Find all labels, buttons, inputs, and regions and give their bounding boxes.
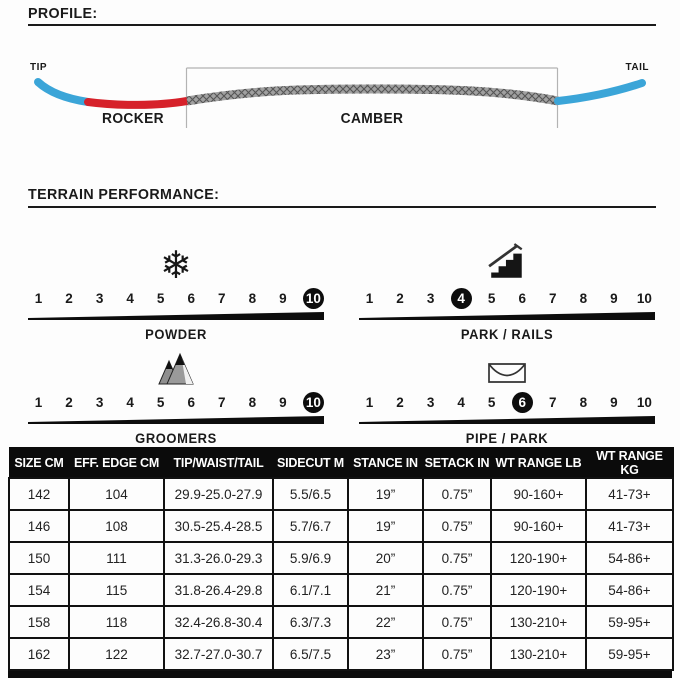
stairs-rail-icon xyxy=(487,242,527,282)
powder-rating-scale xyxy=(28,224,324,342)
rating-tick: 1 xyxy=(34,291,43,306)
tail-label: TAIL xyxy=(625,62,649,73)
table-cell: 154 xyxy=(9,574,69,606)
tip-segment xyxy=(38,82,88,102)
column-header: TIP/WAIST/TAIL xyxy=(164,448,273,479)
table-cell: 130-210+ xyxy=(491,606,586,638)
rating-tick: 7 xyxy=(549,291,557,306)
table-cell: 5.9/6.9 xyxy=(273,542,348,574)
rating-value-selected: 10 xyxy=(303,288,324,309)
rating-tick: 9 xyxy=(610,395,618,410)
rating-tick: 2 xyxy=(65,395,73,410)
table-cell: 90-160+ xyxy=(491,510,586,542)
column-header: EFF. EDGE CM xyxy=(69,448,164,479)
table-cell: 0.75” xyxy=(423,510,491,542)
profile-section-heading: PROFILE: xyxy=(28,5,98,22)
scale-label-pipe-park: PIPE / PARK xyxy=(465,431,549,446)
table-cell: 150 xyxy=(9,542,69,574)
rating-wedge-bar xyxy=(359,416,655,424)
rating-tick: 8 xyxy=(579,395,588,410)
table-cell: 115 xyxy=(69,574,164,606)
rating-tick: 2 xyxy=(396,395,404,410)
rating-tick: 5 xyxy=(487,291,496,306)
table-row xyxy=(9,542,673,574)
rating-tick: 10 xyxy=(636,291,652,306)
table-cell: 5.5/6.5 xyxy=(273,478,348,510)
table-cell: 54-86+ xyxy=(586,574,673,606)
table-row xyxy=(9,510,673,542)
table-cell: 90-160+ xyxy=(491,478,586,510)
terrain-performance-grid xyxy=(28,224,655,446)
table-cell: 19” xyxy=(348,510,423,542)
snowflake-icon: ❄ xyxy=(160,242,192,287)
table-cell: 6.5/7.5 xyxy=(273,638,348,670)
table-cell: 6.1/7.1 xyxy=(273,574,348,606)
table-cell: 122 xyxy=(69,638,164,670)
rating-numbers xyxy=(28,392,324,413)
board-profile-diagram xyxy=(0,40,680,152)
rating-tick: 3 xyxy=(95,291,104,306)
column-header: SIZE CM xyxy=(9,448,69,479)
table-header-row xyxy=(9,448,673,479)
table-cell: 120-190+ xyxy=(491,542,586,574)
rating-numbers xyxy=(359,288,655,309)
rating-wedge-bar xyxy=(28,312,324,320)
table-cell: 0.75” xyxy=(423,542,491,574)
rating-value-selected: 4 xyxy=(451,288,472,309)
rating-value-selected: 6 xyxy=(512,392,533,413)
table-cell: 22” xyxy=(348,606,423,638)
table-row xyxy=(9,606,673,638)
rating-tick: 3 xyxy=(95,395,104,410)
camber-label: CAMBER xyxy=(340,111,404,127)
table-cell: 54-86+ xyxy=(586,542,673,574)
profile-heading-rule xyxy=(28,24,656,26)
table-cell: 108 xyxy=(69,510,164,542)
table-cell: 104 xyxy=(69,478,164,510)
size-spec-table xyxy=(8,447,674,671)
groomers-rating-scale xyxy=(28,342,324,446)
rating-tick: 2 xyxy=(65,291,73,306)
table-cell: 111 xyxy=(69,542,164,574)
rating-tick: 4 xyxy=(126,395,134,410)
table-cell: 30.5-25.4-28.5 xyxy=(164,510,273,542)
rating-tick: 6 xyxy=(518,291,526,306)
pipe-park-rating-scale xyxy=(359,342,655,446)
table-cell: 20” xyxy=(348,542,423,574)
table-cell: 6.3/7.3 xyxy=(273,606,348,638)
table-cell: 158 xyxy=(9,606,69,638)
rating-tick: 2 xyxy=(396,291,404,306)
rating-tick: 6 xyxy=(187,291,195,306)
rating-tick: 8 xyxy=(248,291,257,306)
table-cell: 31.8-26.4-29.8 xyxy=(164,574,273,606)
table-cell: 31.3-26.0-29.3 xyxy=(164,542,273,574)
rating-tick: 4 xyxy=(457,395,465,410)
rating-tick: 5 xyxy=(487,395,496,410)
rating-tick: 9 xyxy=(610,291,618,306)
rating-tick: 6 xyxy=(187,395,195,410)
terrain-heading-rule xyxy=(28,206,656,208)
rating-tick: 5 xyxy=(156,395,165,410)
table-cell: 146 xyxy=(9,510,69,542)
table-cell: 59-95+ xyxy=(586,606,673,638)
rocker-segment xyxy=(88,101,187,105)
table-cell: 59-95+ xyxy=(586,638,673,670)
table-cell: 0.75” xyxy=(423,606,491,638)
scale-label-groomers: GROOMERS xyxy=(135,431,217,446)
table-cell: 23” xyxy=(348,638,423,670)
column-header: WT RANGE KG xyxy=(586,448,673,479)
table-cell: 5.7/6.7 xyxy=(273,510,348,542)
rating-numbers xyxy=(28,288,324,309)
rocker-label: ROCKER xyxy=(102,111,164,127)
table-cell: 32.4-26.8-30.4 xyxy=(164,606,273,638)
camber-segment xyxy=(187,89,558,101)
rating-wedge-bar xyxy=(359,312,655,320)
terrain-section-heading: TERRAIN PERFORMANCE: xyxy=(28,186,220,203)
mountains-icon xyxy=(153,348,199,386)
rating-tick: 10 xyxy=(636,395,652,410)
rating-tick: 5 xyxy=(156,291,165,306)
table-cell: 130-210+ xyxy=(491,638,586,670)
column-header: STANCE IN xyxy=(348,448,423,479)
rating-numbers xyxy=(359,392,655,413)
rating-tick: 1 xyxy=(34,395,43,410)
table-cell: 118 xyxy=(69,606,164,638)
table-cell: 0.75” xyxy=(423,478,491,510)
table-cell: 29.9-25.0-27.9 xyxy=(164,478,273,510)
tip-label: TIP xyxy=(30,62,48,73)
scale-label-park-rails: PARK / RAILS xyxy=(460,327,554,342)
rating-tick: 7 xyxy=(218,395,226,410)
halfpipe-icon xyxy=(486,360,528,386)
rating-tick: 1 xyxy=(365,291,374,306)
rating-tick: 8 xyxy=(579,291,588,306)
rating-tick: 4 xyxy=(126,291,134,306)
rating-tick: 9 xyxy=(279,291,287,306)
rating-value-selected: 10 xyxy=(303,392,324,413)
rating-tick: 3 xyxy=(426,395,435,410)
table-cell: 41-73+ xyxy=(586,510,673,542)
table-row xyxy=(9,638,673,670)
rating-wedge-bar xyxy=(28,416,324,424)
rating-tick: 7 xyxy=(549,395,557,410)
table-row xyxy=(9,478,673,510)
table-cell: 0.75” xyxy=(423,574,491,606)
park-rails-rating-scale xyxy=(359,224,655,342)
table-body xyxy=(9,478,673,670)
column-header: SIDECUT M xyxy=(273,448,348,479)
table-cell: 41-73+ xyxy=(586,478,673,510)
column-header: WT RANGE LB xyxy=(491,448,586,479)
rating-tick: 7 xyxy=(218,291,226,306)
scale-label-powder: POWDER xyxy=(145,327,207,342)
rating-tick: 3 xyxy=(426,291,435,306)
column-header: SETACK IN xyxy=(423,448,491,479)
board-profile-curve xyxy=(0,40,680,152)
table-row xyxy=(9,574,673,606)
rating-tick: 1 xyxy=(365,395,374,410)
table-cell: 19” xyxy=(348,478,423,510)
table-cell: 32.7-27.0-30.7 xyxy=(164,638,273,670)
table-cell: 0.75” xyxy=(423,638,491,670)
table-cell: 142 xyxy=(9,478,69,510)
table-cell: 162 xyxy=(9,638,69,670)
size-spec-table-wrap xyxy=(8,447,672,678)
table-cell: 120-190+ xyxy=(491,574,586,606)
rating-tick: 8 xyxy=(248,395,257,410)
rating-tick: 9 xyxy=(279,395,287,410)
tail-segment xyxy=(558,83,642,101)
table-cell: 21” xyxy=(348,574,423,606)
